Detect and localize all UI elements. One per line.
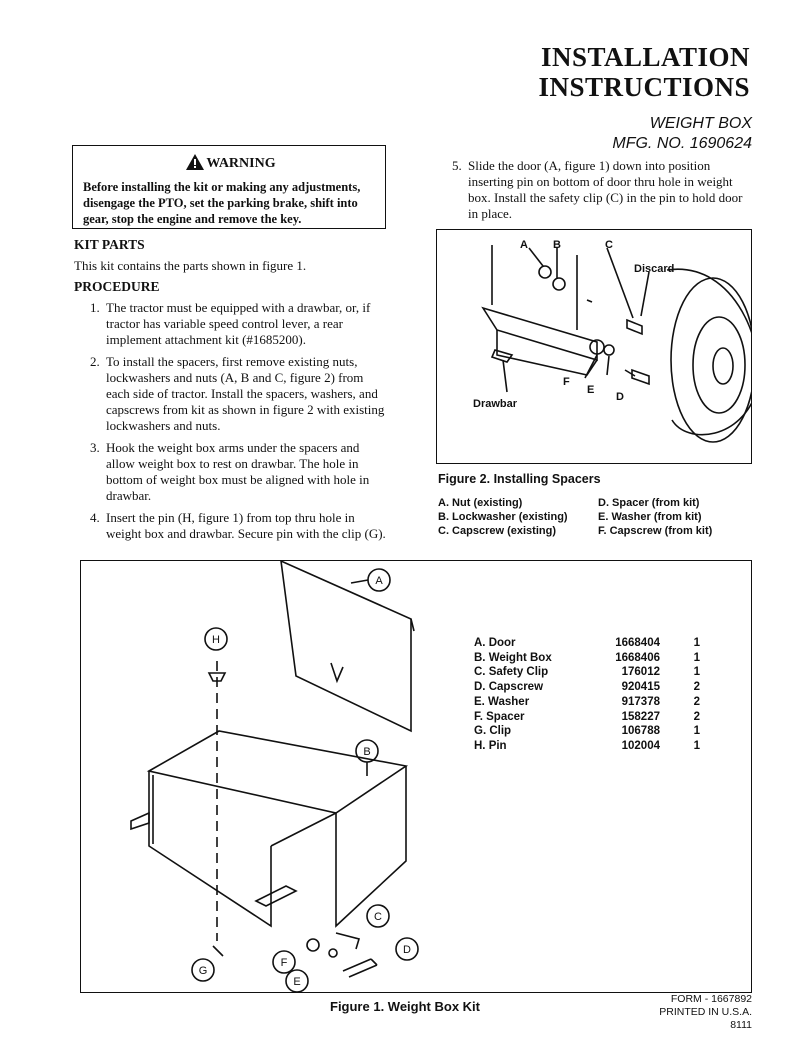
parts-list [474,636,700,754]
title-line-1: INSTALLATION [540,42,750,72]
step-number: 3. [90,440,100,455]
legend-item: F. Capscrew (from kit) [598,525,713,537]
part-name: C. Safety Clip [474,666,549,679]
part-number: 1668406 [615,651,660,664]
fig2-label-e: E [587,384,595,396]
fig2-label-d: D [616,391,624,403]
fig1-callout-g: G [198,965,208,977]
step-text: To install the spacers, first remove existing nuts, lockwashers and nuts (A, B and C, figure 2) from each side of tractor. Install the spacers, washers, and capscrews from kit as shown in figure 2 with existing lockwashers and nuts. [106,354,385,433]
part-qty: 1 [693,651,700,664]
figure-1-caption: Figure 1. Weight Box Kit [330,999,480,1014]
parts-row [474,739,700,754]
part-number: 176012 [621,666,660,679]
procedure-step [74,300,390,348]
legend-item: A. Nut (existing) [438,497,523,509]
kit-parts-text: This kit contains the parts shown in figure 1. [74,258,307,273]
part-number: 920415 [621,681,660,694]
kit-parts-heading: KIT PARTS [74,237,145,252]
warning-box [72,145,386,229]
part-number: 1668404 [615,637,660,649]
part-qty: 1 [693,725,700,738]
fig2-label-b: B [553,239,561,251]
fig1-callout-d: D [403,944,411,956]
fig1-callout-c: C [374,911,382,923]
fig2-label-f: F [563,376,570,388]
weight-box-diagram [81,561,752,993]
product-subtitle [520,114,752,154]
parts-row [474,636,700,651]
part-name: D. Capscrew [474,681,544,694]
title-line-2: INSTRUCTIONS [538,72,750,102]
part-qty: 2 [693,695,700,708]
part-name: H. Pin [474,739,507,752]
page-title [520,42,750,102]
printed-in: PRINTED IN U.S.A. [659,1006,752,1018]
legend-row [438,510,758,524]
step-text: The tractor must be equipped with a drawbar, or, if tractor has variable speed control lever, a rear implement attachment kit (#1685200). [106,300,371,347]
fig2-label-c: C [605,239,613,251]
fig2-label-discard: Discard [634,263,675,275]
step-number: 2. [90,354,100,369]
part-qty: 1 [693,666,700,679]
part-qty: 1 [693,739,700,752]
part-name: A. Door [474,637,516,649]
part-name: F. Spacer [474,710,525,723]
legend-item: C. Capscrew (existing) [438,525,556,537]
part-name: G. Clip [474,725,512,738]
step-number: 4. [90,510,100,525]
legend-item: E. Washer (from kit) [598,511,702,523]
fig1-callout-h: H [212,634,220,646]
parts-row [474,651,700,666]
legend-item: D. Spacer (from kit) [598,497,700,509]
spacer-diagram [437,230,752,464]
parts-row [474,710,700,725]
mfg-number: MFG. NO. 1690624 [612,135,752,152]
part-number: 158227 [621,710,660,723]
figure-2-illustration [436,229,752,464]
legend-row [438,496,758,510]
warning-text: Before installing the kit or making any adjustments, disengage the PTO, set the parking brake, shift into gear, stop the engine and remove the key. [83,180,361,226]
part-name: E. Washer [474,695,530,708]
fig1-callout-f: F [280,957,288,969]
figure-2-caption: Figure 2. Installing Spacers [438,472,601,486]
procedure-step [74,354,390,434]
form-info [600,993,752,1032]
figure-1-illustration [80,560,752,993]
fig1-callout-b: B [363,746,371,758]
parts-row [474,680,700,695]
part-qty: 2 [693,681,700,694]
procedure-heading: PROCEDURE [74,279,160,294]
fig1-callout-a: A [375,575,383,587]
fig2-label-a: A [520,239,528,251]
step-text: Insert the pin (H, figure 1) from top thru hole in weight box and drawbar. Secure pin with the clip (G). [106,510,386,541]
part-name: B. Weight Box [474,651,552,664]
procedure-step [74,440,390,504]
procedure-step [74,510,390,542]
parts-row [474,665,700,680]
procedure-step-5 [452,158,752,222]
figure-2-legend [438,496,758,538]
part-qty: 1 [693,637,700,649]
step-number: 5. [452,158,462,173]
parts-row [474,724,700,739]
warning-heading-text: WARNING [206,156,276,171]
warning-icon [186,154,204,175]
product-name: WEIGHT BOX [649,115,752,132]
part-qty: 2 [693,710,700,723]
warning-heading [83,154,379,175]
step-number: 1. [90,300,100,315]
print-code: 8111 [730,1019,752,1031]
legend-row [438,524,758,538]
fig2-label-drawbar: Drawbar [473,398,518,410]
part-number: 102004 [621,739,660,752]
step-text: Hook the weight box arms under the spacers and allow weight box to rest on drawbar. The hole in bottom of weight box must be aligned with hole in drawbar. [106,440,370,503]
part-number: 917378 [621,695,660,708]
fig1-callout-e: E [293,976,301,988]
parts-row [474,695,700,710]
part-number: 106788 [621,725,660,738]
form-number: FORM - 1667892 [670,993,752,1005]
step-text: Slide the door (A, figure 1) down into position inserting pin on bottom of door thru hole in weight box. Install the safety clip (C) in the pin to hold door in place. [468,158,743,221]
legend-item: B. Lockwasher (existing) [438,511,568,523]
